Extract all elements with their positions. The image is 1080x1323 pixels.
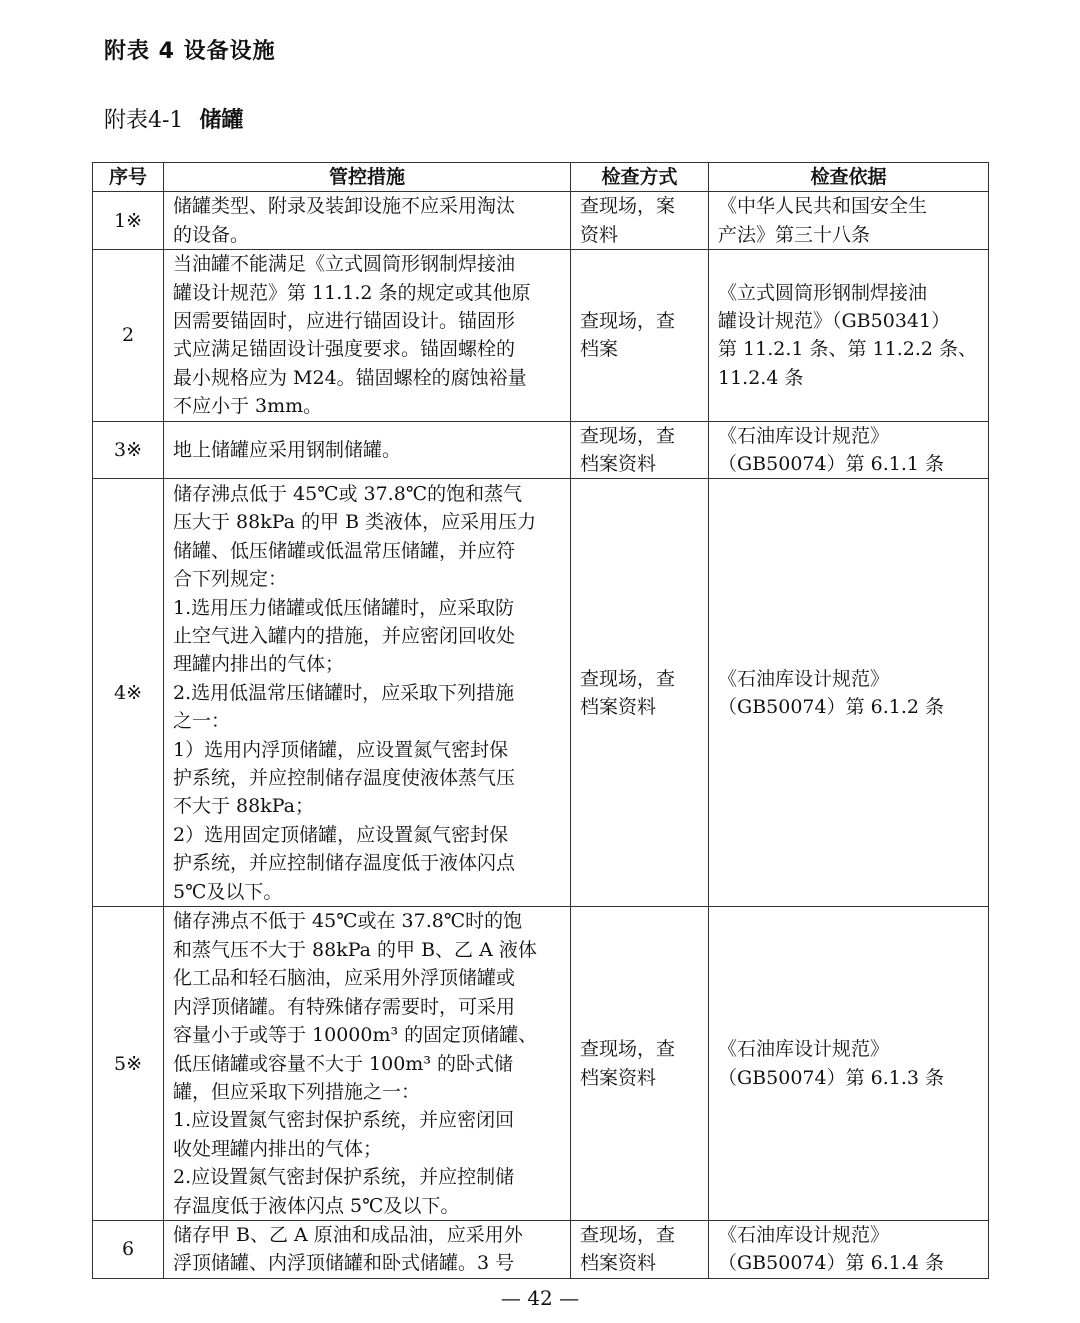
row-measure: 地上储罐应采用钢制储罐。 <box>164 421 571 479</box>
row-no: 3※ <box>93 421 164 479</box>
table-number: 附表4-1 <box>104 108 184 133</box>
table-row <box>93 421 989 479</box>
row-basis: 《石油库设计规范》 （GB50074）第 6.1.4 条 <box>709 1220 989 1278</box>
row-method: 查现场，查 档案 <box>571 250 709 421</box>
row-method: 查现场，案 资料 <box>571 192 709 250</box>
header-basis: 检查依据 <box>709 163 989 192</box>
table-row <box>93 479 989 907</box>
row-basis: 《石油库设计规范》 （GB50074）第 6.1.3 条 <box>709 907 989 1220</box>
storage-tank-table <box>92 162 989 1279</box>
row-no: 6 <box>93 1220 164 1278</box>
appendix-heading: 附表 4 设备设施 <box>104 39 276 64</box>
row-basis: 《立式圆筒形钢制焊接油 罐设计规范》（GB50341） 第 11.2.1 条、第 11.2.2 条、 11.2.4 条 <box>709 250 989 421</box>
row-measure: 储存甲 B、乙 A 原油和成品油，应采用外 浮顶储罐、内浮顶储罐和卧式储罐。3 号 <box>164 1220 571 1278</box>
row-no: 2 <box>93 250 164 421</box>
page-number: — 42 — <box>500 1286 580 1310</box>
row-no: 5※ <box>93 907 164 1220</box>
table-row <box>93 1220 989 1278</box>
row-basis: 《石油库设计规范》 （GB50074）第 6.1.1 条 <box>709 421 989 479</box>
table-row <box>93 907 989 1220</box>
row-no: 4※ <box>93 479 164 907</box>
table-header-row <box>93 163 989 192</box>
row-measure: 储罐类型、附录及装卸设施不应采用淘汰 的设备。 <box>164 192 571 250</box>
table-title: 储罐 <box>199 108 244 133</box>
row-basis: 《中华人民共和国安全生 产法》第三十八条 <box>709 192 989 250</box>
row-measure: 储存沸点不低于 45℃或在 37.8℃时的饱 和蒸气压不大于 88kPa 的甲 B、乙 A 液体 化工品和轻石脑油，应采用外浮顶储罐或 内浮顶储罐。有特殊储存需要时，可采用 容量小于或等于 10000m³ 的固定顶储罐、 低压储罐或容量不大于 100m³ 的卧式储 罐，但应采取下列措施之一： 1.应设置氮气密封保护系统，并应密闭回 收处理罐内排出的气体； 2.应设置氮气密封保护系统，并应控制储 存温度低于液体闪点 5℃及以下。 <box>164 907 571 1220</box>
row-measure: 当油罐不能满足《立式圆筒形钢制焊接油 罐设计规范》第 11.1.2 条的规定或其他原 因需要锚固时，应进行锚固设计。锚固形 式应满足锚固设计强度要求。锚固螺栓的 最小规格应为 M24。锚固螺栓的腐蚀裕量 不应小于 3mm。 <box>164 250 571 421</box>
table-row <box>93 250 989 421</box>
row-basis: 《石油库设计规范》 （GB50074）第 6.1.2 条 <box>709 479 989 907</box>
row-method: 查现场，查 档案资料 <box>571 1220 709 1278</box>
row-method: 查现场，查 档案资料 <box>571 479 709 907</box>
row-no: 1※ <box>93 192 164 250</box>
row-method: 查现场，查 档案资料 <box>571 907 709 1220</box>
row-measure: 储存沸点低于 45℃或 37.8℃的饱和蒸气 压大于 88kPa 的甲 B 类液体，应采用压力 储罐、低压储罐或低温常压储罐，并应符 合下列规定： 1.选用压力储罐或低压储罐时，应采取防 止空气进入罐内的措施，并应密闭回收处 理罐内排出的气体； 2.选用低温常压储罐时，应采取下列措施 之一： 1）选用内浮顶储罐，应设置氮气密封保 护系统，并应控制储存温度使液体蒸气压 不大于 88kPa； 2）选用固定顶储罐，应设置氮气密封保 护系统，并应控制储存温度低于液体闪点 5℃及以下。 <box>164 479 571 907</box>
table-subheading <box>104 103 243 134</box>
header-no: 序号 <box>93 163 164 192</box>
row-method: 查现场，查 档案资料 <box>571 421 709 479</box>
header-measure: 管控措施 <box>164 163 571 192</box>
table-row <box>93 192 989 250</box>
header-method: 检查方式 <box>571 163 709 192</box>
